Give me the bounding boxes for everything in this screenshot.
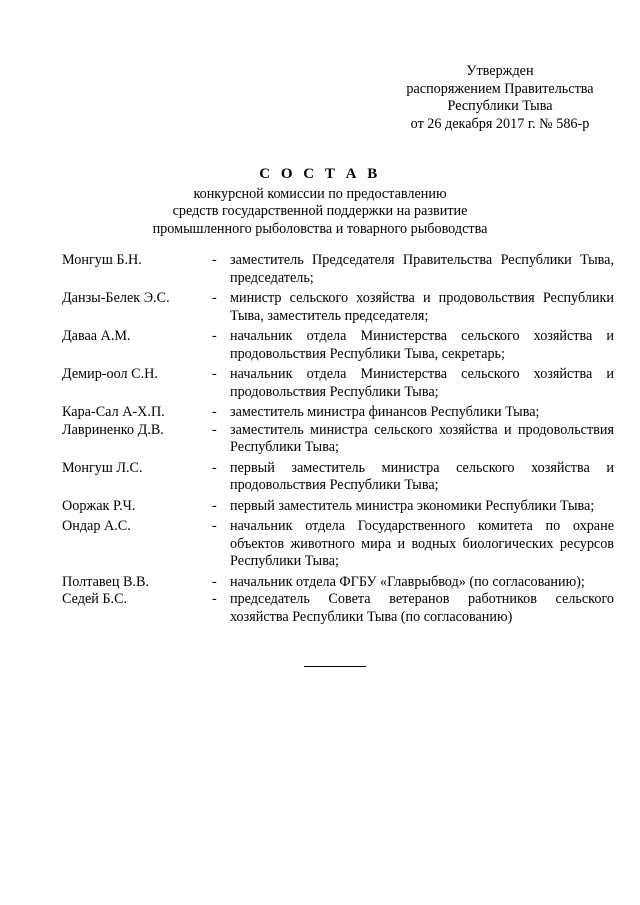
member-role: первый заместитель министра сельского хозяйства и продовольствия Республики Тыва;: [230, 459, 614, 493]
member-dash: -: [212, 328, 217, 344]
approval-line: распоряжением Правительства: [406, 80, 594, 97]
member-role: начальник отдела ФГБУ «Главрыбвод» (по согласованию);: [230, 573, 585, 590]
approval-line: Утвержден: [466, 63, 534, 79]
member-name: Данзы-Белек Э.С.: [62, 290, 170, 306]
member-name: Монгуш Л.С.: [62, 459, 143, 476]
member-dash: -: [212, 459, 217, 476]
member-name: Седей Б.С.: [62, 591, 128, 607]
member-row: [62, 328, 614, 363]
subtitle-line: конкурсной комиссии по предоставлению: [193, 185, 447, 202]
member-row: [62, 252, 614, 287]
member-dash: -: [212, 290, 217, 306]
member-row: [62, 574, 614, 592]
member-name: Лавриненко Д.В.: [62, 421, 164, 438]
member-row: [62, 518, 614, 571]
member-name: Монгуш Б.Н.: [62, 252, 142, 268]
member-row: [62, 404, 614, 422]
title-block: [0, 166, 640, 238]
closing-rule: [304, 666, 366, 667]
member-dash: -: [212, 252, 217, 268]
member-name: Ондар А.С.: [62, 518, 131, 534]
member-role: заместитель министра сельского хозяйства и продовольствия Республики Тыва;: [230, 421, 614, 455]
member-role: первый заместитель министра экономики Республики Тыва;: [230, 497, 595, 514]
member-row: [62, 498, 614, 516]
member-row: [62, 290, 614, 325]
subtitle-line: промышленного рыболовства и товарного рыбоводства: [152, 220, 488, 237]
approval-stamp: [380, 63, 620, 133]
member-dash: -: [212, 497, 217, 514]
approval-line: Республики Тыва: [447, 98, 553, 114]
member-name: Кара-Сал А-Х.П.: [62, 404, 165, 420]
member-row: [62, 422, 614, 457]
approval-line: от 26 декабря 2017 г. № 586-р: [410, 115, 590, 132]
member-role: начальник отдела Министерства сельского хозяйства и продовольствия Республики Тыва, секретарь;: [230, 328, 614, 362]
member-name: Даваа А.М.: [62, 328, 131, 344]
member-dash: -: [212, 573, 217, 590]
member-name: Полтавец В.В.: [62, 573, 149, 590]
subtitle-line: средств государственной поддержки на развитие: [172, 203, 468, 219]
member-dash: -: [212, 404, 217, 420]
member-role: начальник отдела Министерства сельского хозяйства и продовольствия Республики Тыва;: [230, 366, 614, 400]
member-role: заместитель Председателя Правительства Республики Тыва, председатель;: [230, 252, 614, 286]
members-list: [62, 252, 614, 626]
member-dash: -: [212, 518, 217, 534]
member-row: [62, 366, 614, 401]
member-role: заместитель министра финансов Республики Тыва;: [230, 404, 540, 420]
member-name: Демир-оол С.Н.: [62, 366, 158, 382]
member-role: начальник отдела Государственного комитета по охране объектов животного мира и водных биологических ресурсов Республики Тыва;: [230, 518, 614, 569]
member-dash: -: [212, 421, 217, 438]
member-role: председатель Совета ветеранов работников сельского хозяйства Республики Тыва (по согласованию): [230, 591, 614, 625]
member-role: министр сельского хозяйства и продовольствия Республики Тыва, заместитель председателя;: [230, 290, 614, 324]
member-name: Ооржак Р.Ч.: [62, 497, 136, 514]
member-row: [62, 591, 614, 626]
member-dash: -: [212, 366, 217, 382]
document-heading: С О С Т А В: [259, 166, 381, 182]
member-row: [62, 460, 614, 495]
member-dash: -: [212, 591, 217, 607]
